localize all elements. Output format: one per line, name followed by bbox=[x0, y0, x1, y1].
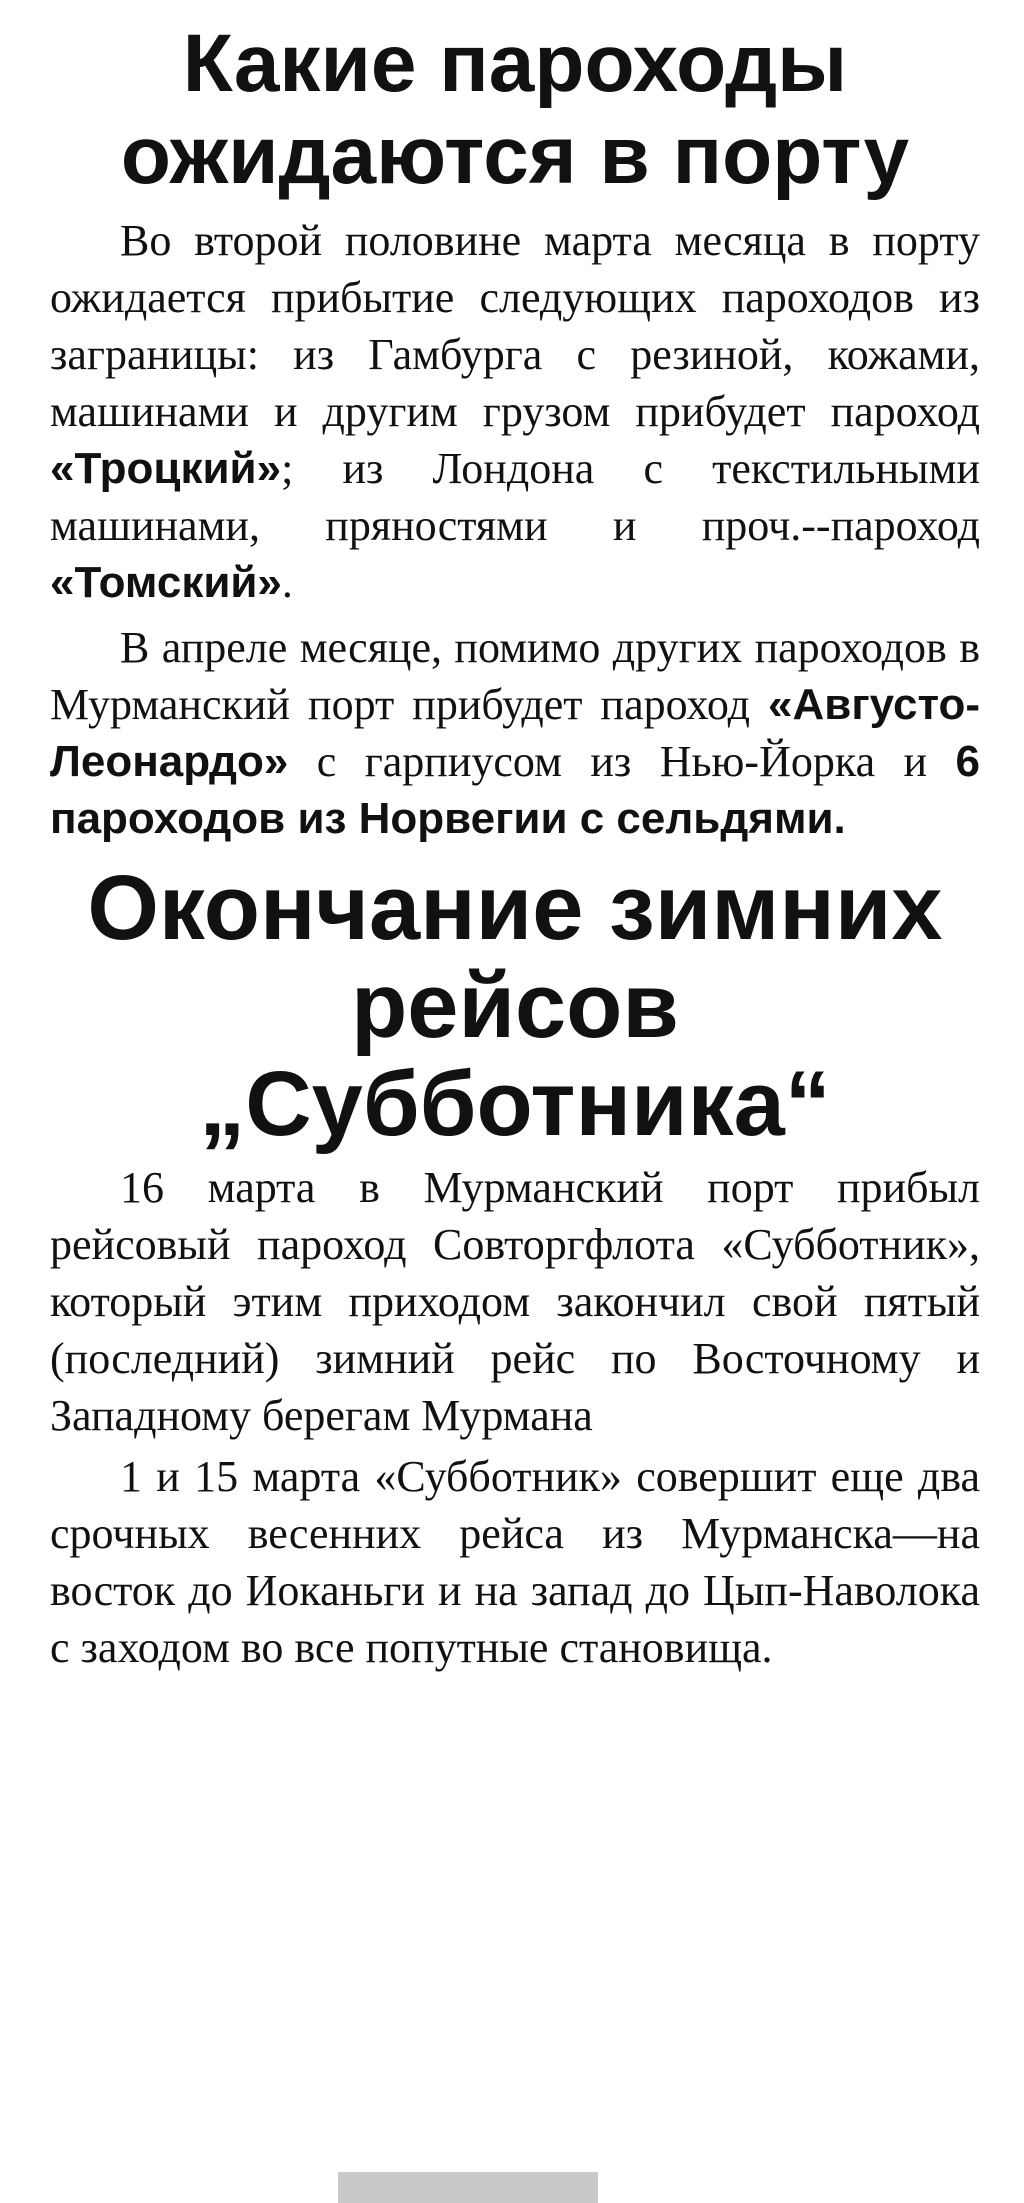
article1-p2-text1: В апреле месяце, помимо других пароходов в Мурманский порт прибудет пароход bbox=[50, 623, 980, 729]
ship-name-trotsky: «Троцкий» bbox=[50, 444, 282, 493]
scan-margin-strip bbox=[338, 2172, 598, 2203]
ship-name-augusto-leonardo: «Августо-Леонардо» bbox=[50, 680, 980, 786]
newspaper-clipping bbox=[50, 18, 980, 1676]
article1-p1-text3: . bbox=[281, 558, 293, 607]
article1-p1-text2: ; из Лондона с текстильными машинами, пряностями и проч.--пароход bbox=[50, 444, 980, 550]
article2-paragraph-1: 16 марта в Мурманский порт прибыл рейсовый пароход Совторгфлота «Субботник», который этим приходом закончил свой пятый (последний) зимний рейс по Восточному и Западному берегам Мурмана bbox=[50, 1163, 980, 1440]
article1-headline: Какие пароходы ожидаются в порту bbox=[120, 18, 910, 201]
ship-name-tomsky: «Томский» bbox=[50, 558, 282, 607]
article1-paragraph-1 bbox=[50, 212, 980, 611]
article1-p1-text1: Во второй половине марта месяца в порту ожидается прибытие следующих пароходов из заграницы: из Гамбурга с резиной, кожами, машинами и другим грузом прибудет пароход bbox=[50, 216, 980, 436]
article2-headline: Окончание зимних рейсов „Субботника“ bbox=[87, 857, 943, 1155]
article1-paragraph-2 bbox=[50, 619, 980, 847]
article1-p2-tail: 6 пароходов из Норвегии с сельдями. bbox=[50, 737, 980, 843]
article2-paragraph-2: 1 и 15 марта «Субботник» совершит еще два срочных весенних рейса из Мурманска—на восток до Иоканьги и на запад до Цып-Наволока с заходом во все попутные становища. bbox=[50, 1452, 980, 1672]
article1-p2-text2: с гарпиусом из Нью-Йорка и bbox=[288, 737, 956, 786]
article-ships-expected bbox=[50, 18, 980, 847]
article-subbotnik-voyages bbox=[50, 859, 980, 1676]
